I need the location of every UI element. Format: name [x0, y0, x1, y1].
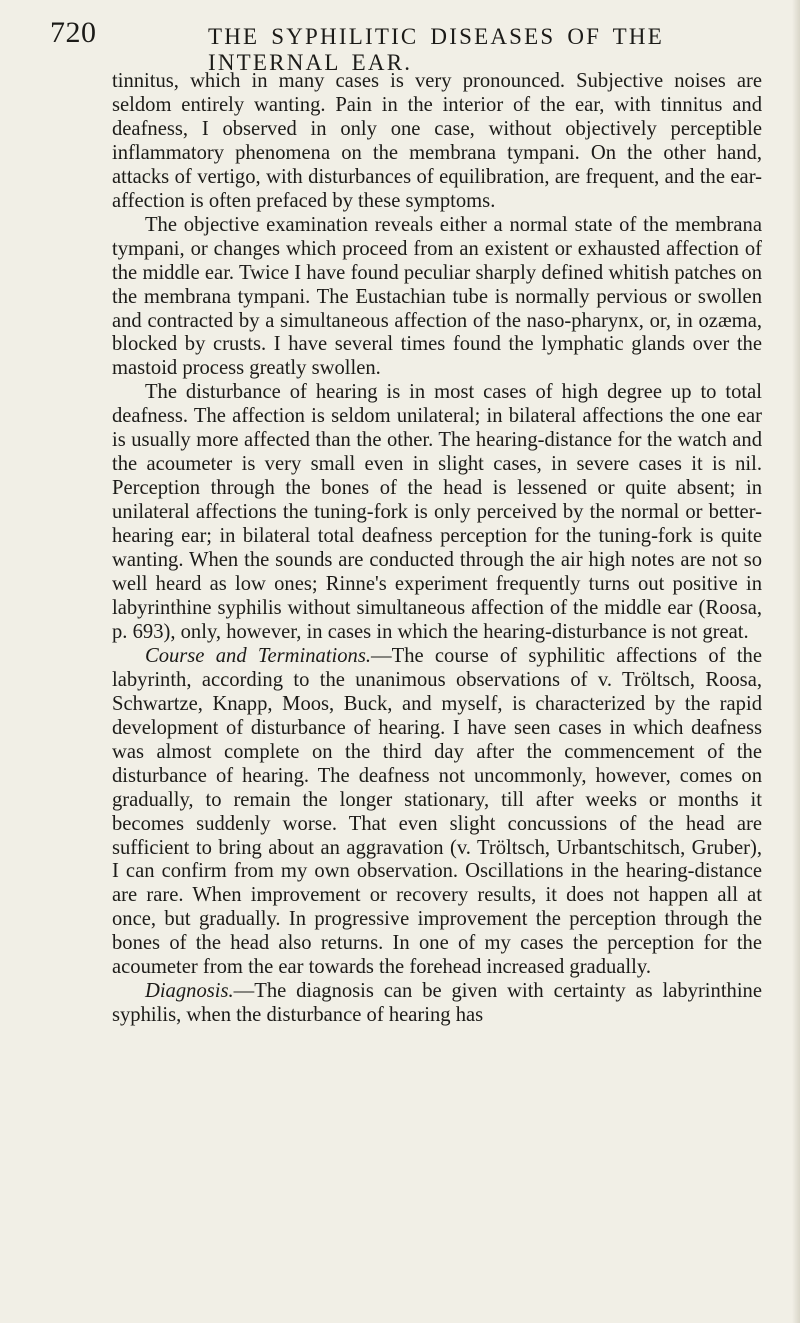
section-heading: Course and Terminations.: [144, 644, 372, 667]
paragraph-text: The disturbance of hearing is in most cases of high degree up to total deafness. The affection is seldom unilateral; in bilateral affections the one ear is usually more affected than the other. The hearing-distance for the watch and the acoumeter is very small even in slight cases, in severe cases it is nil. Perception through the bones of the head is lessened or quite absent; in unilateral affections the tuning-fork is only perceived by the normal or better-hearing ear; in bilateral total deafness perception for the tuning-fork is quite wanting. When the sounds are conducted through the air high notes are not so well heard as low ones; Rinne's experiment frequently turns out positive in labyrinthine syphilis without simultaneous affection of the middle ear (Roosa, p. 693), only, however, in cases in which the hearing-disturbance is not great.: [112, 381, 762, 643]
paragraph-text: tinnitus, which in many cases is very pronounced. Subjective noises are seldom entirely wanting. Pain in the interior of the ear, with tinnitus and deafness, I observed in only one case, without objectively perceptible inflammatory phenomena on the membrana tympani. On the other hand, attacks of vertigo, with disturbances of equilibration, are frequent, and the ear-affection is often prefaced by these symptoms.: [112, 70, 762, 212]
running-head: [40, 10, 785, 75]
book-page: [40, 10, 785, 1310]
section-heading: Diagnosis.: [144, 980, 234, 1003]
paragraph-objective-examination: [112, 214, 762, 382]
paragraph-tinnitus: [112, 70, 762, 214]
paragraph-text: —The course of syphilitic affections of the labyrinth, according to the unanimous observations of v. Tröltsch, Roosa, Schwartze, Knapp, Moos, Buck, and myself, is characterized by the rapid development of disturbance of hearing. I have seen cases in which deafness was almost complete on the third day after the commencement of the disturbance of hearing. The deafness not uncommonly, however, comes on gradually, to remain the longer stationary, till after weeks or months it becomes suddenly worse. That even slight concussions of the head are sufficient to bring about an aggravation (v. Tröltsch, Urbantschitsch, Gruber), I can confirm from my own observation. Oscillations in the hearing-distance are rare. When improvement or recovery results, it does not happen all at once, but gradually. In progressive improvement the perception through the bones of the head also returns. In one of my cases the perception for the acoumeter from the ear towards the forehead increased gradually.: [112, 644, 762, 979]
page-number: 720: [50, 16, 97, 49]
paragraph-text: The objective examination reveals either a normal state of the membrana tympani, or changes which proceed from an existent or exhausted affection of the middle ear. Twice I have found peculiar sharply defined whitish patches on the membrana tympani. The Eustachian tube is normally pervious or swollen and contracted by a simultaneous affection of the naso-pharynx, or, in ozæma, blocked by crusts. I have several times found the lymphatic glands over the mastoid process greatly swollen.: [112, 213, 762, 380]
body-text: [112, 70, 762, 1028]
paragraph-text: —The diagnosis can be given with certainty as labyrinthine syphilis, when the disturbance of hearing has: [112, 980, 762, 1027]
paragraph-hearing-disturbance: [112, 381, 762, 644]
running-title: THE SYPHILITIC DISEASES OF THE INTERNAL EAR.: [208, 24, 664, 75]
paragraph-course-and-terminations: [112, 645, 762, 980]
paragraph-diagnosis: [112, 980, 762, 1028]
page-edge-shadow: [792, 0, 800, 1323]
